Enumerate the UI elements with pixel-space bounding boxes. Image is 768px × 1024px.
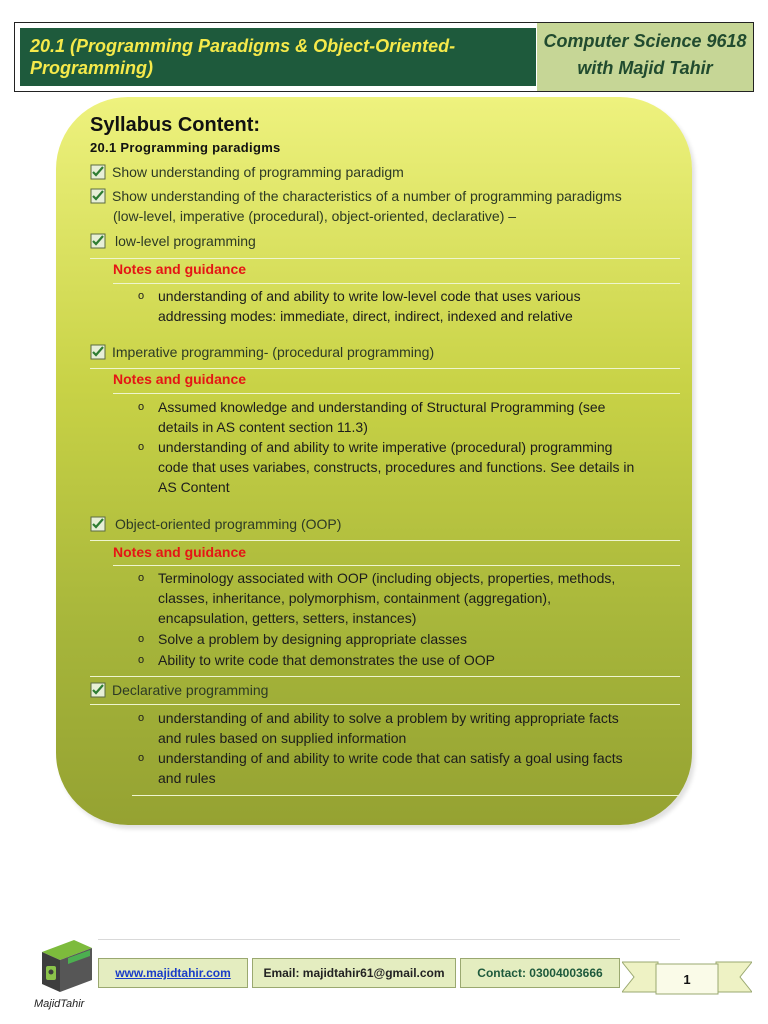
list-item-line: understanding of and ability to write imperative (procedural) programming [158, 439, 613, 455]
list-item-line: Solve a problem by designing appropriate classes [158, 631, 467, 647]
section-title: Object-oriented programming (OOP) [115, 516, 342, 532]
checklist-icon [90, 344, 106, 365]
list-item-line: Ability to write code that demonstrates the use of OOP [158, 652, 495, 668]
list-item-line: code that uses variabes, constructs, procedures and functions. See details in [158, 459, 635, 475]
section-title: low-level programming [115, 233, 256, 249]
website-link[interactable]: www.majidtahir.com [98, 958, 248, 988]
email-contact: Email: majidtahir61@gmail.com [252, 958, 456, 988]
logo-text: MajidTahir [34, 998, 85, 1010]
course-brand-line-2: with Majid Tahir [577, 58, 713, 78]
bullet-text: Show understanding of the characteristics of a number of programming paradigms [112, 188, 622, 204]
list-item-line: and rules based on supplied information [158, 730, 407, 746]
bullet-item [90, 162, 404, 185]
list-item: o understanding of and ability to write low-level code that uses various addressing modes: immediate, direct, indirect, indexed and relative [138, 286, 678, 326]
list-item-line: understanding of and ability to write code that can satisfy a goal using facts [158, 750, 623, 766]
divider [113, 393, 680, 394]
list-item-line: Terminology associated with OOP (including objects, properties, methods, [158, 570, 616, 586]
chapter-title [20, 28, 536, 86]
syllabus-subheading: 20.1 Programming paradigms [90, 140, 281, 155]
list-item: o understanding of and ability to solve a problem by writing appropriate facts and rules based on supplied information [138, 708, 678, 748]
list-item-line: AS Content [158, 479, 230, 495]
page-number: 1 [683, 972, 691, 987]
divider [90, 676, 680, 677]
course-brand [537, 23, 753, 91]
checklist-icon [90, 188, 106, 209]
phone-contact: Contact: 03004003666 [460, 958, 620, 988]
page-header [14, 22, 754, 92]
divider [90, 540, 680, 541]
checklist-icon [90, 516, 106, 537]
notes-label: Notes and guidance [113, 371, 247, 387]
footer-divider [98, 939, 680, 940]
majidtahir-logo-icon [34, 934, 98, 994]
list-item-line: understanding of and ability to solve a problem by writing appropriate facts [158, 710, 619, 726]
notes-label: Notes and guidance [113, 544, 247, 560]
list-item-line: classes, inheritance, polymorphism, containment (aggregation), [158, 590, 551, 606]
section-low-level [90, 231, 256, 254]
section-oop [90, 514, 341, 537]
list-item-line: details in AS content section 11.3) [158, 419, 368, 435]
divider [113, 565, 680, 566]
list-item-line: encapsulation, getters, setters, instances) [158, 610, 417, 626]
bullet-text: Show understanding of programming paradigm [112, 164, 404, 180]
list-item: o understanding of and ability to write imperative (procedural) programming code that uses variabes, constructs, procedures and functions. See details in AS Content [138, 437, 678, 497]
checklist-icon [90, 682, 106, 703]
section-imperative [90, 342, 434, 365]
syllabus-heading: Syllabus Content: [90, 114, 261, 136]
chapter-title-line-1: 20.1 (Programming Paradigms & Object-Oriented- [30, 36, 456, 56]
list-item-line: understanding of and ability to write low-level code that uses various [158, 288, 581, 304]
course-brand-line-1: Computer Science 9618 [543, 31, 747, 51]
notes-label: Notes and guidance [113, 261, 247, 277]
bullet-text-continued: (low-level, imperative (procedural), object-oriented, declarative) – [113, 208, 517, 224]
section-declarative [90, 680, 268, 703]
list-item: o Ability to write code that demonstrates the use of OOP [138, 650, 678, 670]
list-item: o Terminology associated with OOP (including objects, properties, methods, classes, inheritance, polymorphism, containment (aggregation), encapsulation, getters, setters, instances) [138, 568, 678, 628]
divider [113, 283, 680, 284]
divider [90, 258, 680, 259]
list-item-line: and rules [158, 770, 216, 786]
list-item: o understanding of and ability to write code that can satisfy a goal using facts and rules [138, 748, 678, 788]
divider [90, 368, 680, 369]
divider [90, 704, 680, 705]
divider [132, 795, 680, 796]
list-item: o Assumed knowledge and understanding of Structural Programming (see details in AS content section 11.3) [138, 397, 678, 437]
section-title: Imperative programming- (procedural programming) [112, 344, 435, 360]
checklist-icon [90, 233, 106, 254]
list-item-line: addressing modes: immediate, direct, indirect, indexed and relative [158, 308, 573, 324]
list-item: o Solve a problem by designing appropriate classes [138, 629, 678, 649]
checklist-icon [90, 164, 106, 185]
list-item-line: Assumed knowledge and understanding of Structural Programming (see [158, 399, 606, 415]
chapter-title-line-2: Programming) [30, 58, 154, 78]
section-title: Declarative programming [112, 682, 269, 698]
